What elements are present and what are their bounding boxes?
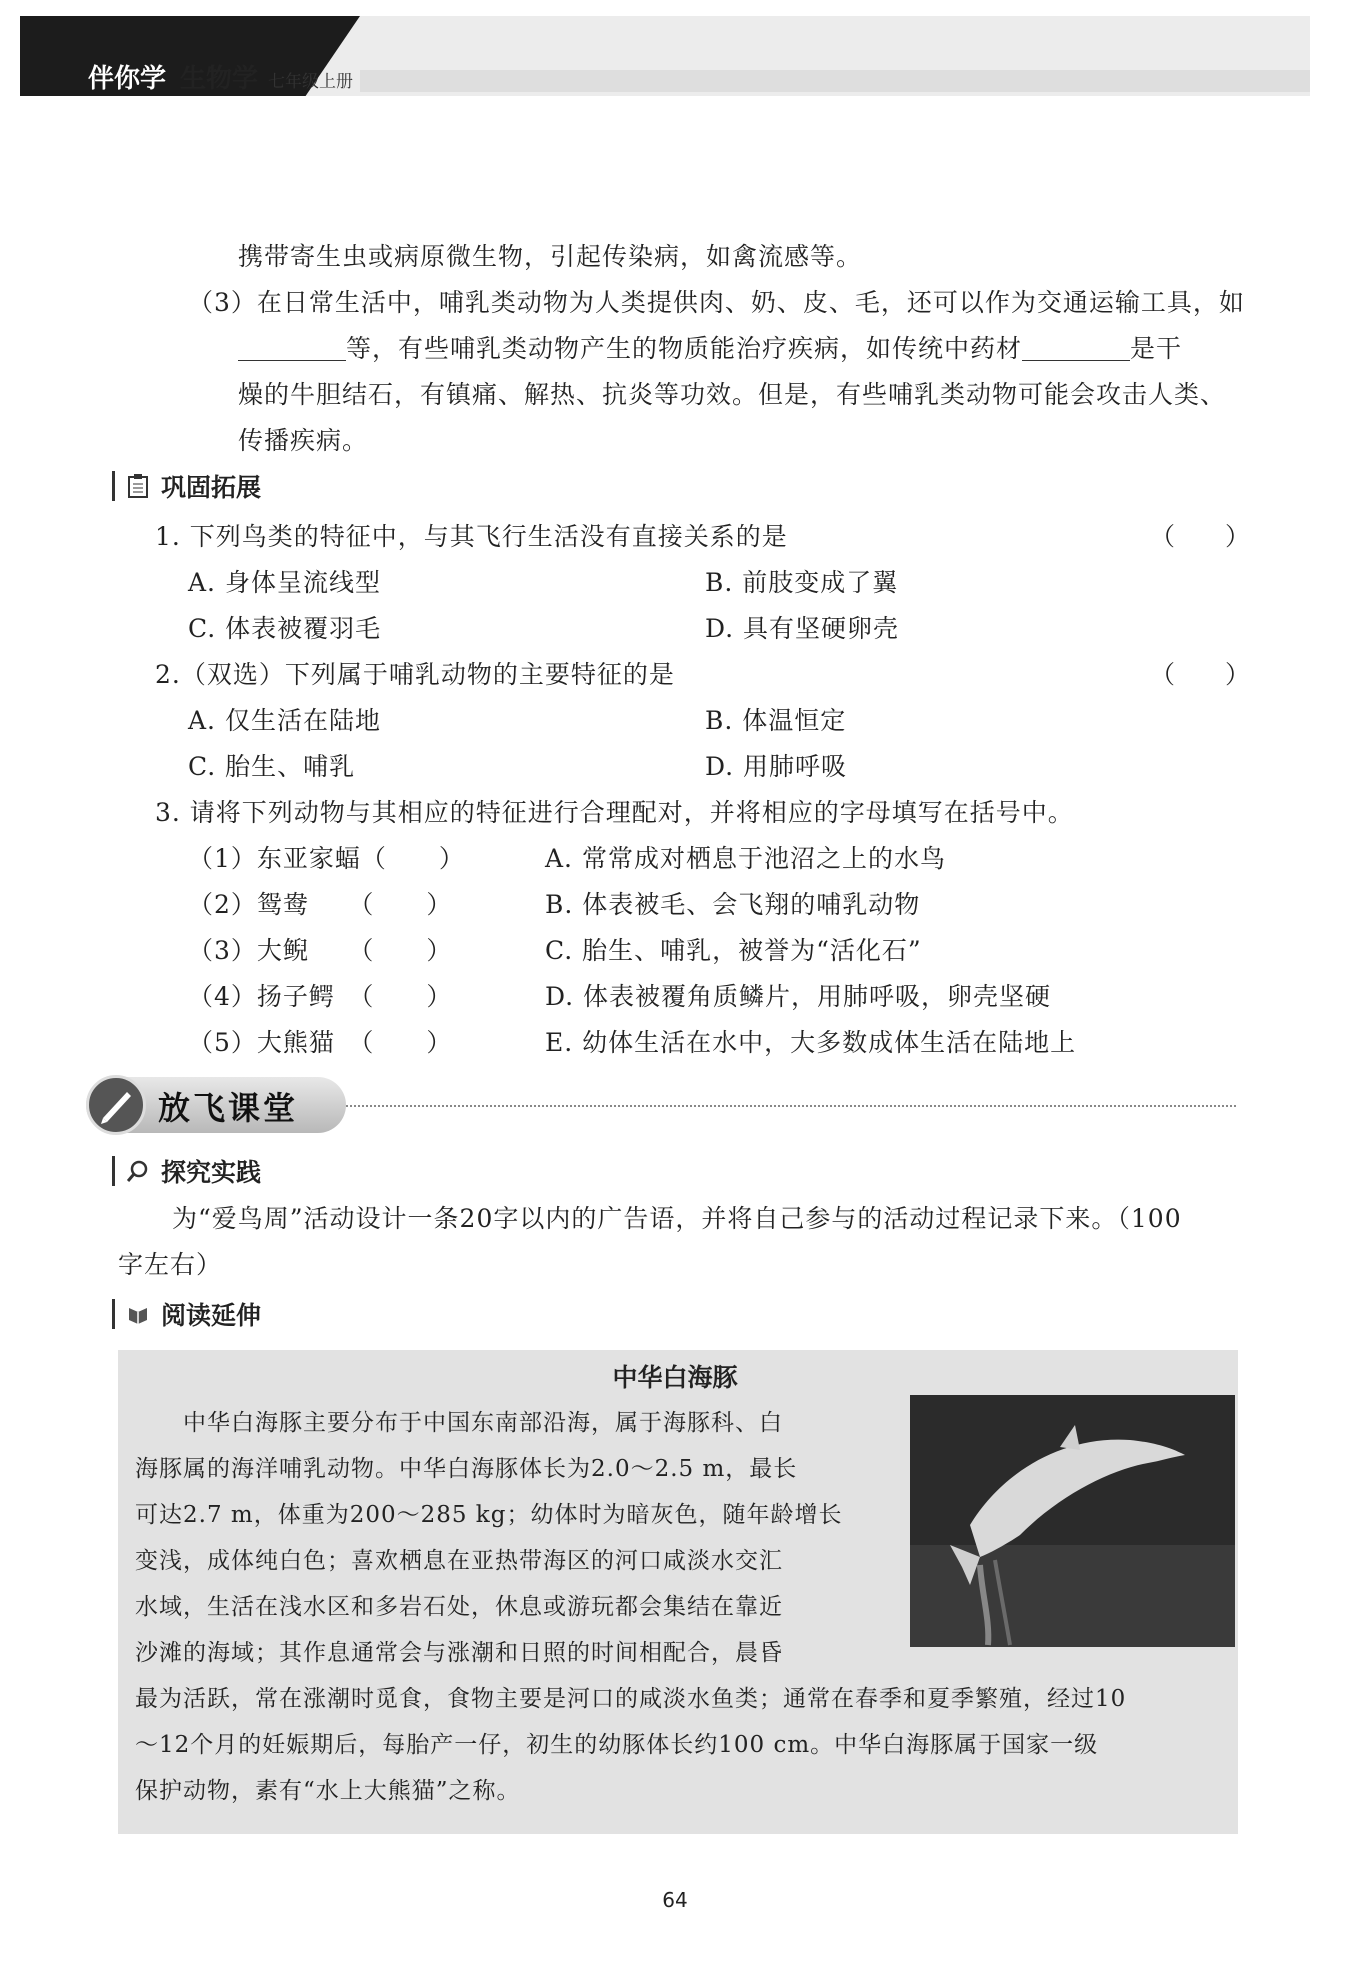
q3-right-d: D. 体表被覆角质鳞片，用肺呼吸，卵壳坚硬 (545, 982, 1052, 1011)
pen-icon (89, 1078, 143, 1132)
reading-line: 水域，生活在浅水区和多岩石处，休息或游玩都会集结在靠近 (135, 1594, 783, 1620)
header-bar (360, 70, 1310, 92)
section-reading-heading (112, 1296, 261, 1332)
explore-line2: 字左右） (118, 1250, 223, 1279)
magnifier-icon (127, 1159, 149, 1183)
clipboard-icon (127, 474, 149, 498)
reading-line: 中华白海豚主要分布于中国东南部沿海，属于海豚科、白 (135, 1410, 783, 1436)
q3-right-b: B. 体表被毛、会飞翔的哺乳动物 (545, 890, 921, 919)
intro-item3-b1: 等，有些哺乳类动物产生的物质能治疗疾病，如传统中药材 (346, 334, 1023, 363)
brand-label: 伴你学 (88, 64, 167, 94)
fill-blank-2[interactable] (1022, 338, 1130, 361)
q3-left-1[interactable]: （1）东亚家蝠（ ） (188, 844, 465, 873)
q3-right-e: E. 幼体生活在水中，大多数成体生活在陆地上 (545, 1028, 1077, 1057)
q3-left-3[interactable]: （3）大鲵 （ ） (188, 936, 453, 965)
dolphin-photo (910, 1395, 1235, 1647)
fangfei-banner (86, 1075, 1236, 1135)
explore-line1: 为“爱鸟周”活动设计一条20字以内的广告语，并将自己参与的活动过程记录下来。（100 (172, 1204, 1182, 1233)
q3-stem: 3. 请将下列动物与其相应的特征进行合理配对，并将相应的字母填写在括号中。 (155, 798, 1074, 827)
q2-option-b: B. 体温恒定 (705, 706, 847, 735)
pen-badge (86, 1075, 146, 1135)
dotted-rule (346, 1105, 1236, 1107)
q2-option-c: C. 胎生、哺乳 (188, 752, 356, 781)
q3-left-5[interactable]: （5）大熊猫 （ ） (188, 1028, 453, 1057)
reading-line: 沙滩的海域；其作息通常会与涨潮和日照的时间相配合，晨昏 (135, 1640, 783, 1666)
reading-line: 保护动物，素有“水上大熊猫”之称。 (135, 1778, 521, 1804)
reading-line: 最为活跃，常在涨潮时觅食，食物主要是河口的咸淡水鱼类；通常在春季和夏季繁殖，经过10 (135, 1686, 1127, 1712)
grade-label: 七年级上册 (268, 72, 354, 92)
section-bar (112, 1156, 115, 1186)
section-consolidate-title: 巩固拓展 (161, 473, 262, 502)
fill-blank-1[interactable] (238, 338, 346, 361)
intro-item3-c: 燥的牛胆结石，有镇痛、解热、抗炎等功效。但是，有些哺乳类动物可能会攻击人类、 (238, 380, 1227, 409)
reading-line: 海豚属的海洋哺乳动物。中华白海豚体长为2.0～2.5 m，最长 (135, 1456, 798, 1482)
q1-option-a: A. 身体呈流线型 (188, 568, 381, 597)
q2-stem: 2.（双选）下列属于哺乳动物的主要特征的是 (155, 660, 675, 689)
section-bar (112, 1299, 115, 1329)
q1-option-b: B. 前肢变成了翼 (705, 568, 899, 597)
subject-label: 生物学 (180, 64, 259, 94)
q3-right-c: C. 胎生、哺乳，被誉为“活化石” (545, 936, 922, 965)
intro-item3-a: （3）在日常生活中，哺乳类动物为人类提供肉、奶、皮、毛，还可以作为交通运输工具，如 (188, 288, 1245, 317)
section-consolidate-heading (112, 468, 261, 504)
book-icon (127, 1302, 149, 1326)
q1-option-d: D. 具有坚硬卵壳 (705, 614, 900, 643)
intro-item3-d: 传播疾病。 (238, 426, 369, 455)
q3-left-2[interactable]: （2）鸳鸯 （ ） (188, 890, 453, 919)
section-reading-title: 阅读延伸 (161, 1301, 262, 1330)
reading-line: 变浅，成体纯白色；喜欢栖息在亚热带海区的河口咸淡水交汇 (135, 1548, 783, 1574)
intro-item3-b2: 是干 (1130, 334, 1183, 363)
reading-title: 中华白海豚 (612, 1363, 738, 1392)
q3-left-4[interactable]: （4）扬子鳄 （ ） (188, 982, 453, 1011)
q1-answer-paren[interactable]: （ ） (1150, 522, 1251, 551)
q1-stem: 1. 下列鸟类的特征中，与其飞行生活没有直接关系的是 (155, 522, 788, 551)
reading-line: 可达2.7 m，体重为200～285 kg；幼体时为暗灰色，随年龄增长 (135, 1502, 843, 1528)
intro-item3-b (238, 332, 1182, 366)
q1-option-c: C. 体表被覆羽毛 (188, 614, 382, 643)
q2-answer-paren[interactable]: （ ） (1150, 660, 1251, 689)
q3-right-a: A. 常常成对栖息于池沼之上的水鸟 (545, 844, 946, 873)
header-title (88, 64, 353, 97)
page-number: 64 (662, 1888, 688, 1912)
intro-line1: 携带寄生虫或病原微生物，引起传染病，如禽流感等。 (238, 242, 863, 271)
section-explore-title: 探究实践 (161, 1158, 262, 1187)
q2-option-d: D. 用肺呼吸 (705, 752, 848, 781)
section-bar (112, 471, 115, 501)
fangfei-title: 放飞课堂 (158, 1089, 299, 1127)
reading-line: ～12个月的妊娠期后，每胎产一仔，初生的幼豚体长约100 cm。中华白海豚属于国家一级 (135, 1732, 1099, 1758)
section-explore-heading (112, 1153, 261, 1189)
q2-option-a: A. 仅生活在陆地 (188, 706, 381, 735)
